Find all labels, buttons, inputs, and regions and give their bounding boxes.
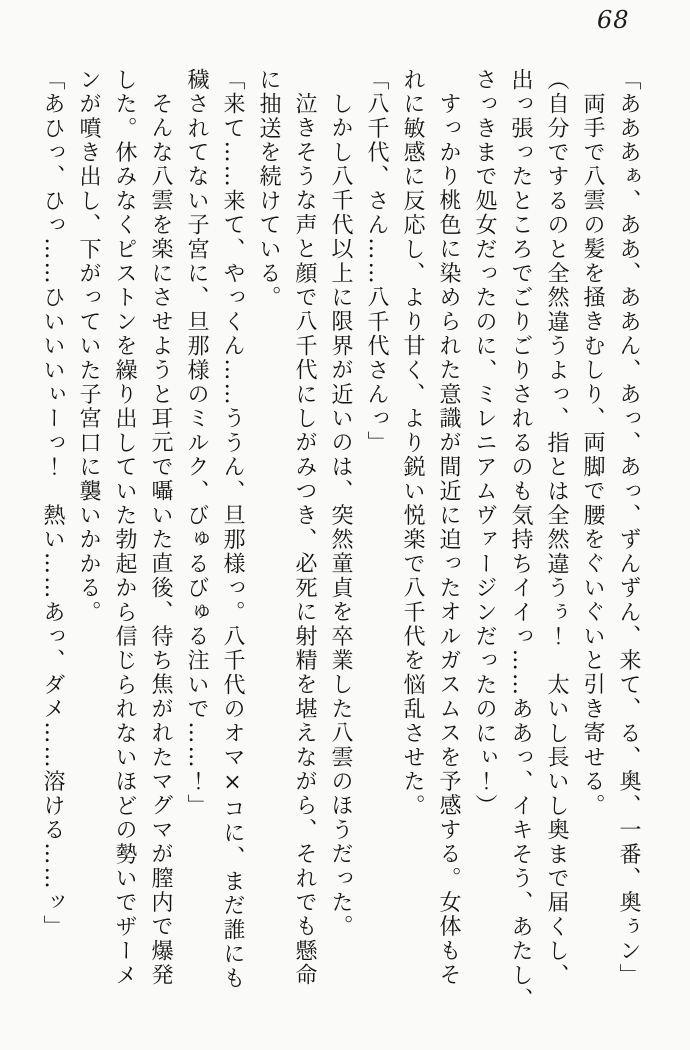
text-column: ンが噴き出し、下がっていた子宮口に襲いかかる。 <box>76 68 101 625</box>
text-column: 「あひっ、ひっ……ひいいいぃーっ！ 熱い……あっ、ダメ……溶ける……ッ」 <box>40 68 65 940</box>
text-column: さっきまで処女だったのに、ミレニアムヴァージンだったのにぃ！） <box>472 68 497 819</box>
text-column: れに敏感に反応し、より甘く、より鋭い悦楽で八千代を悩乱させた。 <box>400 68 425 819</box>
text-column: しかし八千代以上に限界が近いのは、突然童貞を卒業した八雲のほうだった。 <box>328 92 353 939</box>
text-column: 「八千代、さん……八千代さんっ」 <box>364 68 389 456</box>
text-column: 穢されてない子宮に、旦那様のミルク、びゅるびゅる注いで……！」 <box>184 68 209 819</box>
text-column: そんな八雲を楽にさせようと耳元で囁いた直後、待ち焦がれたマグマが膣内で爆発 <box>148 92 173 988</box>
text-column: に抽送を続けている。 <box>256 68 281 310</box>
text-column: 出っ張ったところでごりごりされるのも気持ちイイっ……ああっ、イキそう、あたし、 <box>508 68 533 1012</box>
text-column: 泣きそうな声と顔で八千代にしがみつき、必死に射精を堪えながら、それでも懸命 <box>292 92 317 988</box>
text-column: した。休みなくピストンを繰り出していた勃起から信じられないほどの勢いでザーメ <box>112 68 137 988</box>
text-column: 両手で八雲の髪を掻きむしり、両脚で腰をぐいぐいと引き寄せる。 <box>580 92 605 818</box>
text-column: 「あああぁ、ああ、ああん、あっ、あっ、ずんずん、来て、る、奥、一番、奥ぅン」 <box>616 68 641 988</box>
page-number: 68 <box>597 6 630 34</box>
vertical-text-block <box>34 68 646 1010</box>
text-column: （自分でするのと全然違うよっ、指とは全然違うぅ！ 太いし長いし奥まで届くし、 <box>544 68 569 988</box>
text-column: すっかり桃色に染められた意識が間近に迫ったオルガスムスを予感する。女体もそ <box>436 92 461 988</box>
text-column: 「来て……来て、やっくん……ううん、旦那様っ。八千代のオマ×コに、まだ誰にも <box>220 68 245 991</box>
